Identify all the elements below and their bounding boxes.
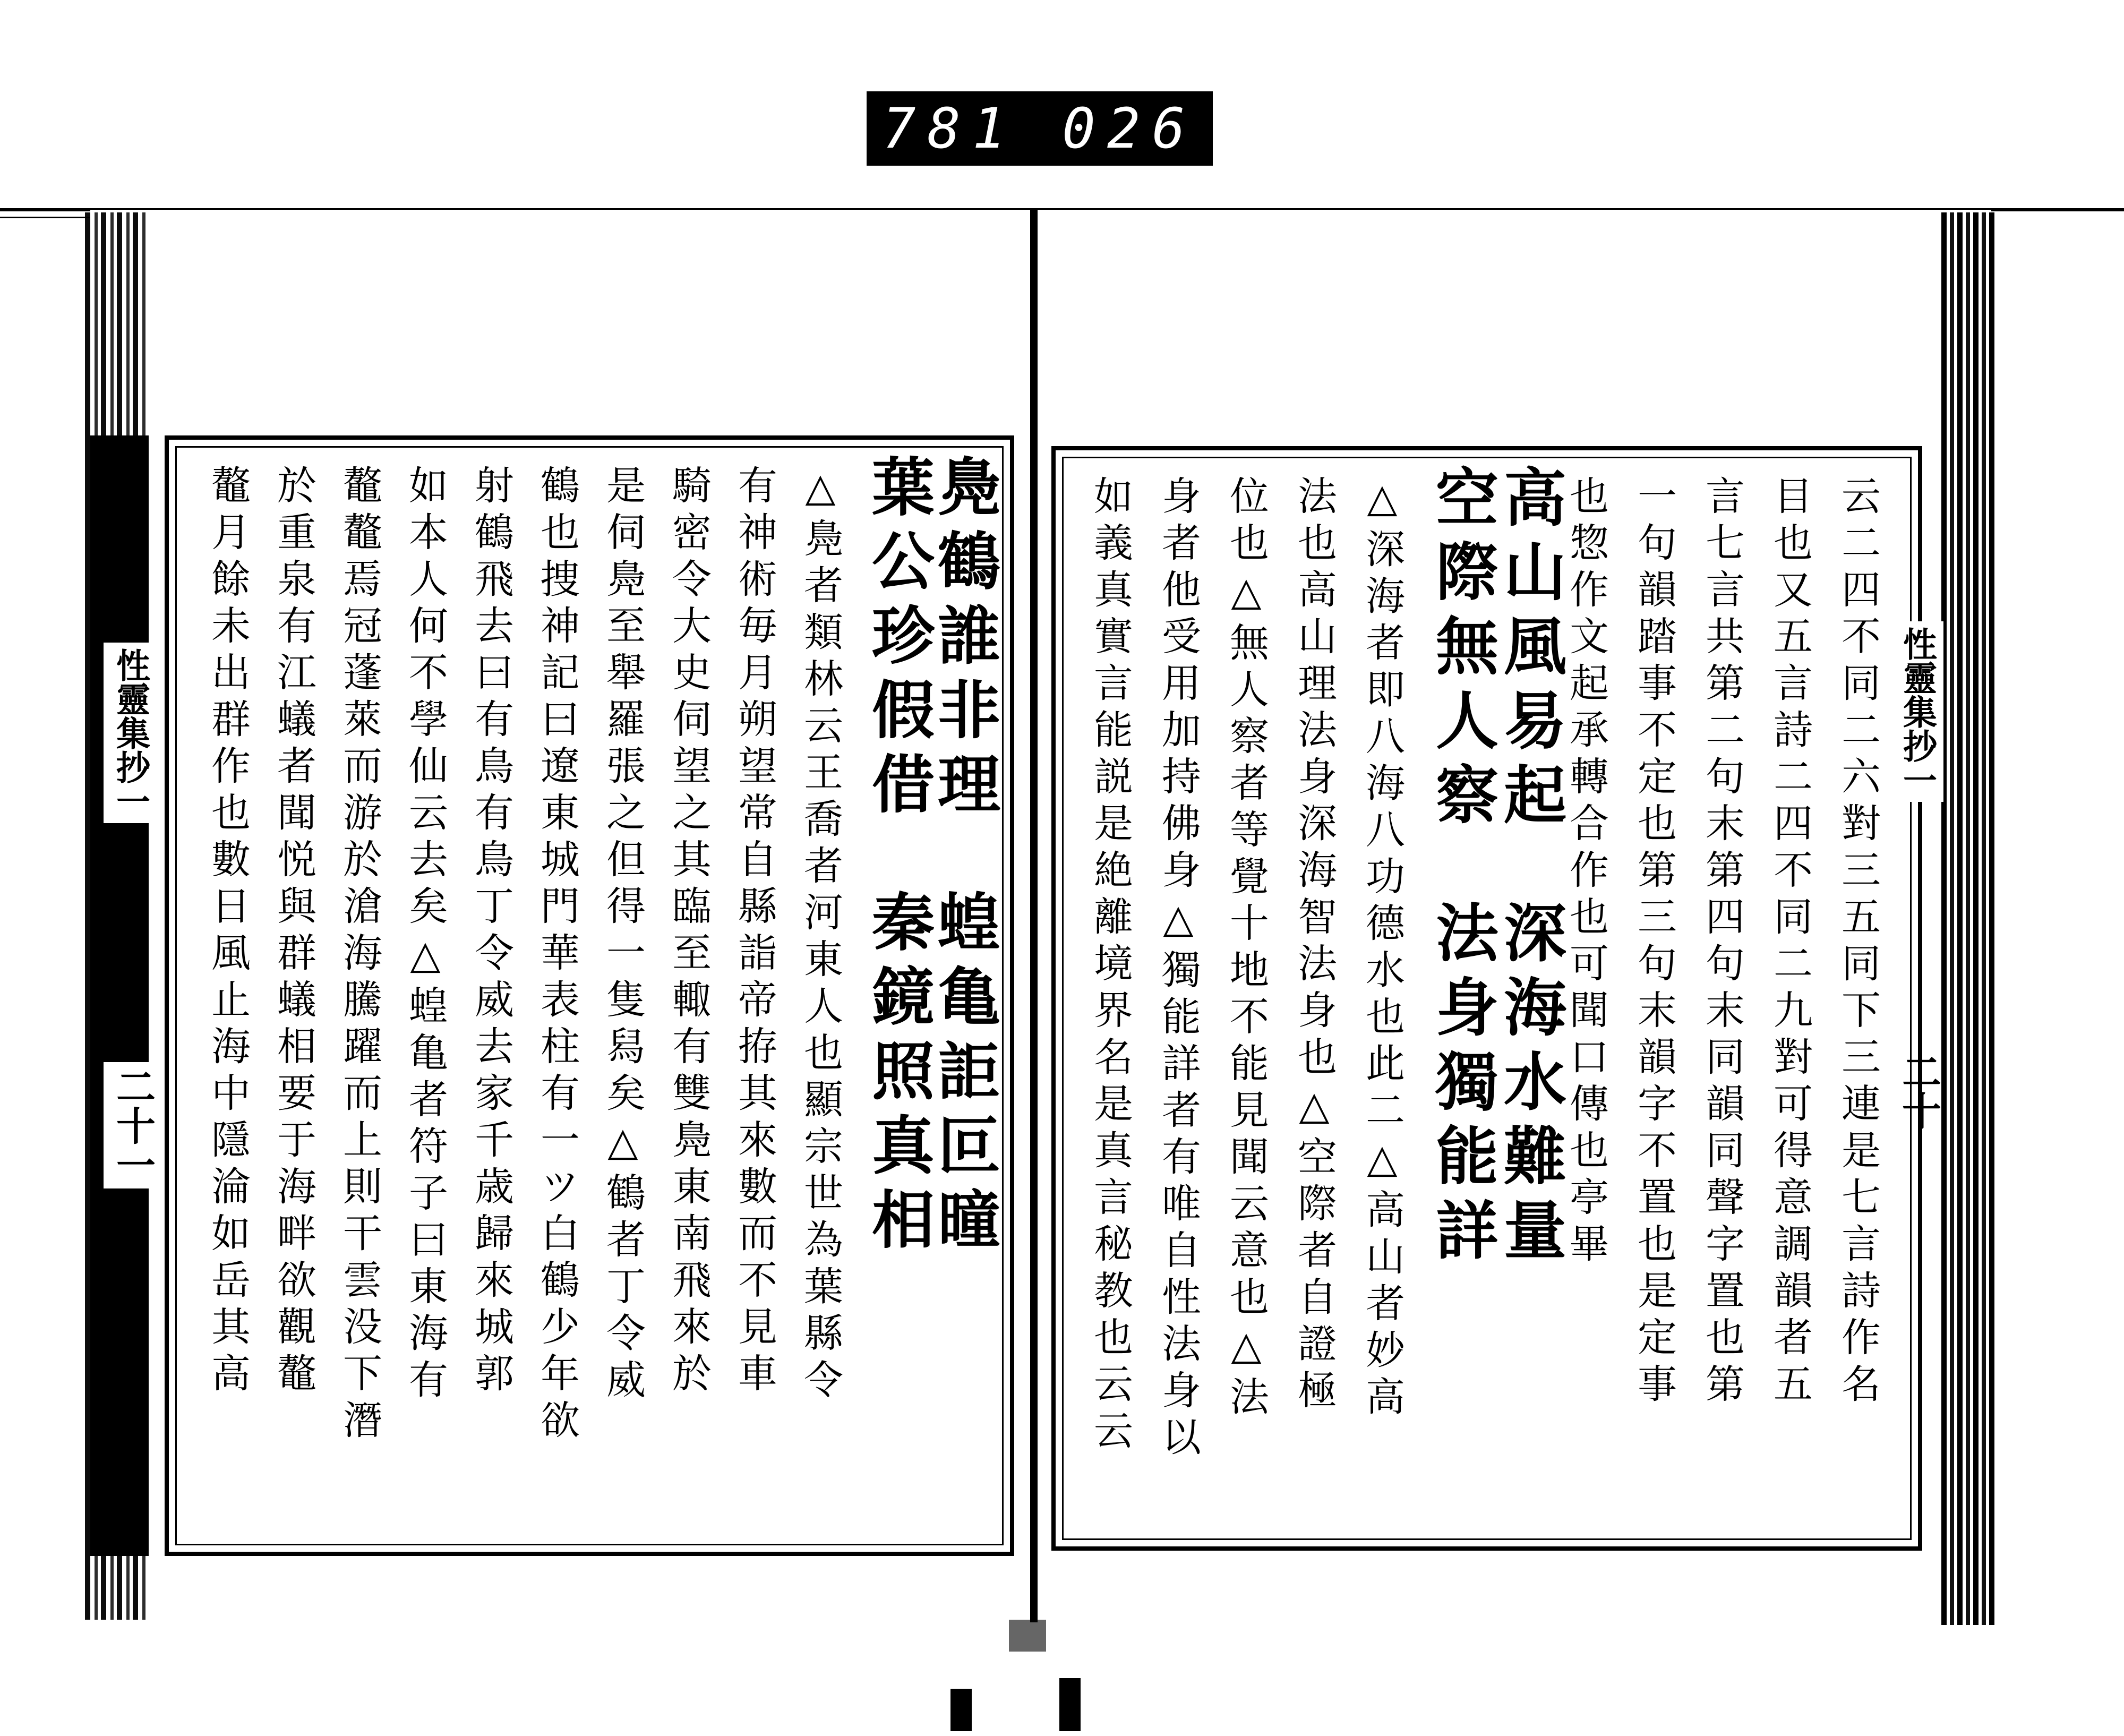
commentary-column: 是伺鳧至舉羅張之但得一隻舄矣△鶴者丁令威 [600, 465, 646, 1406]
verse-heading-second-half: 法身獨能詳 [1425, 900, 1499, 1272]
commentary-column: 云二四不同二六對三五同下三連是七言詩作名 [1835, 475, 1881, 1410]
verse-heading: 鳧鶴誰非理 [927, 454, 1001, 826]
verse-heading-second-half: 蝗亀詎叵曈 [927, 890, 1001, 1261]
commentary-column: 鼇鼇焉冠蓬萊而游於滄海騰躍而上則干雲没下潛 [337, 465, 382, 1446]
verse-heading: 葉公珍假借 [861, 454, 935, 826]
left-page [149, 212, 1025, 1620]
scan-shadow [1009, 1620, 1046, 1652]
commentary-column: 騎密令大史伺望之其臨至輙有雙鳧東南飛來於 [666, 465, 712, 1399]
commentary-column: 身者他受用加持佛身△獨能詳者有唯自性法身以 [1155, 475, 1201, 1463]
left-margin-title: 性靈集抄一 [104, 643, 157, 823]
commentary-column: △鳧者類林云王喬者河東人也顯宗世為葉縣令 [798, 465, 843, 1406]
commentary-column: 於重泉有江蟻者聞悦與群蟻相要于海畔欲觀鼇 [271, 465, 316, 1399]
commentary-column: 鼇月餘未出群作也數日風止海中隱淪如岳其高 [205, 465, 251, 1399]
film-frame-label [867, 91, 1213, 166]
commentary-column: 如義真實言能説是絶離境界名是真言秘教也云云 [1087, 475, 1133, 1457]
book-spine [1030, 210, 1038, 1622]
scan-shadow [950, 1689, 972, 1731]
commentary-column: 一句韻踏事不定也第三句末韻字不置也是定事 [1631, 475, 1677, 1410]
verse-heading-second-half: 深海水難量 [1493, 900, 1567, 1272]
verse-heading: 空際無人察 [1425, 465, 1499, 836]
commentary-column: 射鶴飛去曰有鳥有鳥丁令威去家千歳歸來城郭 [468, 465, 514, 1399]
commentary-column: 言七言共第二句末第四句末同韻同聲字置也第 [1699, 475, 1745, 1410]
verse-heading: 高山風易起 [1493, 465, 1567, 836]
right-page [1041, 212, 1938, 1620]
right-page-number: 二十 [1896, 1051, 1941, 1130]
film-frame-number: 781 026 [882, 96, 1197, 161]
left-page-number: 二十一 [104, 1062, 162, 1188]
right-page-text [1067, 465, 1906, 1535]
right-margin-title: 性靈集抄一 [1890, 621, 1943, 802]
commentary-column: 位也△無人察者等覺十地不能見聞云意也△法 [1223, 475, 1269, 1423]
left-page-text [181, 454, 1001, 1540]
verse-heading-second-half: 秦鏡照真相 [861, 890, 935, 1261]
scan-shadow [1059, 1678, 1081, 1731]
commentary-column: △深海者即八海八功德水也此二△高山者妙高 [1359, 475, 1405, 1423]
left-margin-band [90, 435, 149, 1556]
commentary-column: 鶴也捜神記曰遼東城門華表柱有一ツ白鶴少年欲 [534, 465, 580, 1446]
commentary-column: 也惣作文起承轉合作也可聞口傳也亭畢 [1563, 475, 1609, 1270]
commentary-column: 目也又五言詩二四不同二九對可得意調韻者五 [1767, 475, 1813, 1410]
commentary-column: 有神術毎月朔望常自縣詣帝拵其來數而不見車 [732, 465, 777, 1399]
right-page-edges [1938, 212, 1997, 1625]
commentary-column: 如本人何不學仙云去矣△蝗亀者符子曰東海有 [402, 465, 448, 1406]
commentary-column: 法也高山理法身深海智法身也△空際者自證極 [1291, 475, 1337, 1416]
